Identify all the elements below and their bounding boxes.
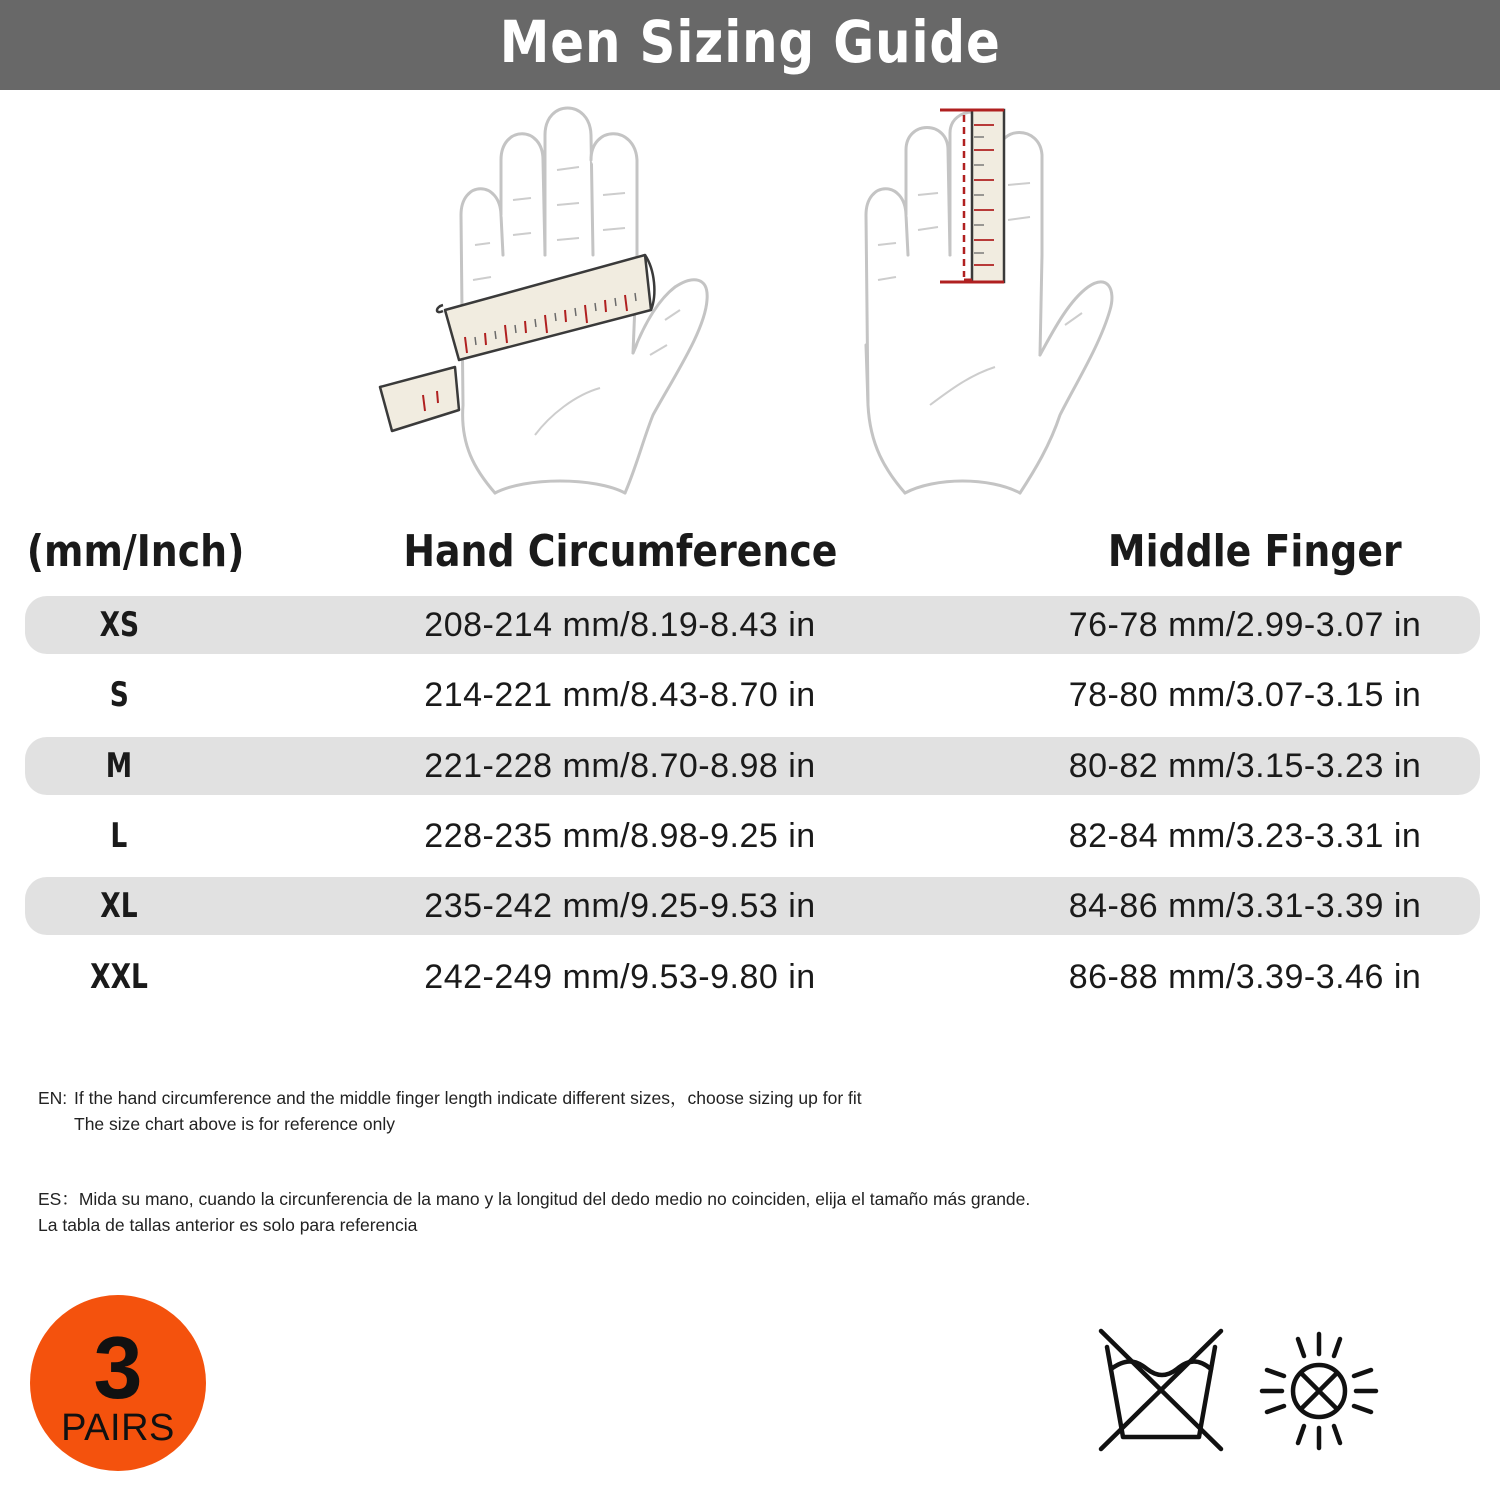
middle-finger-cell: 86-88 mm/3.39-3.46 in: [1068, 957, 1422, 996]
page-banner: [0, 0, 1500, 90]
note-en: [38, 1085, 862, 1137]
hand-circumference-cell: 208-214 mm/8.19-8.43 in: [424, 605, 816, 644]
middle-finger-cell: 82-84 mm/3.23-3.31 in: [1068, 816, 1422, 855]
column-header-unit: (mm/Inch): [26, 525, 245, 577]
pairs-label: PAIRS: [61, 1407, 175, 1449]
middle-finger-cell: 84-86 mm/3.31-3.39 in: [1068, 886, 1422, 925]
do-not-wash-icon: [1095, 1325, 1227, 1460]
hand-circumference-cell: 242-249 mm/9.53-9.80 in: [424, 957, 816, 996]
note-en-prefix: EN:: [38, 1088, 68, 1108]
middle-finger-measure-icon: [860, 105, 1120, 500]
note-en-line2: The size chart above is for reference only: [74, 1114, 395, 1134]
table-row: [25, 807, 1480, 865]
page-title: Men Sizing Guide: [499, 8, 1001, 76]
note-es-line1: ES：Mida su mano, cuando la circunferencia de la mano y la longitud del dedo medio no coinciden, elija el tamaño más grande.: [38, 1189, 1031, 1209]
column-header-middle-finger: Middle Finger: [1108, 525, 1402, 577]
table-row: [25, 877, 1480, 935]
hand-circumference-measure-icon: [375, 105, 720, 500]
size-cell: XS: [99, 605, 139, 645]
hand-circumference-cell: 235-242 mm/9.25-9.53 in: [424, 886, 816, 925]
size-cell: XXL: [90, 957, 148, 997]
table-row: [25, 948, 1480, 1006]
table-row: [25, 737, 1480, 795]
middle-finger-cell: 76-78 mm/2.99-3.07 in: [1068, 605, 1422, 644]
size-cell: XL: [100, 886, 138, 926]
pairs-count: 3: [93, 1318, 143, 1417]
hand-circumference-cell: 228-235 mm/8.98-9.25 in: [424, 816, 816, 855]
hand-circumference-cell: 214-221 mm/8.43-8.70 in: [424, 675, 816, 714]
middle-finger-cell: 80-82 mm/3.15-3.23 in: [1068, 746, 1422, 785]
hand-circumference-cell: 221-228 mm/8.70-8.98 in: [424, 746, 816, 785]
do-not-sun-dry-icon: [1258, 1330, 1380, 1457]
size-cell: M: [105, 746, 133, 786]
middle-finger-cell: 78-80 mm/3.07-3.15 in: [1068, 675, 1422, 714]
note-es-line2: La tabla de tallas anterior es solo para referencia: [38, 1215, 418, 1235]
size-cell: S: [109, 675, 129, 715]
column-header-hand-circumference: Hand Circumference: [402, 525, 838, 577]
size-cell: L: [110, 816, 128, 856]
note-en-line1: If the hand circumference and the middle finger length indicate different sizes，choose sizing up for fit: [74, 1088, 862, 1108]
note-es: [38, 1186, 1030, 1238]
table-row: [25, 596, 1480, 654]
table-row: [25, 666, 1480, 724]
pairs-badge: [30, 1295, 206, 1471]
